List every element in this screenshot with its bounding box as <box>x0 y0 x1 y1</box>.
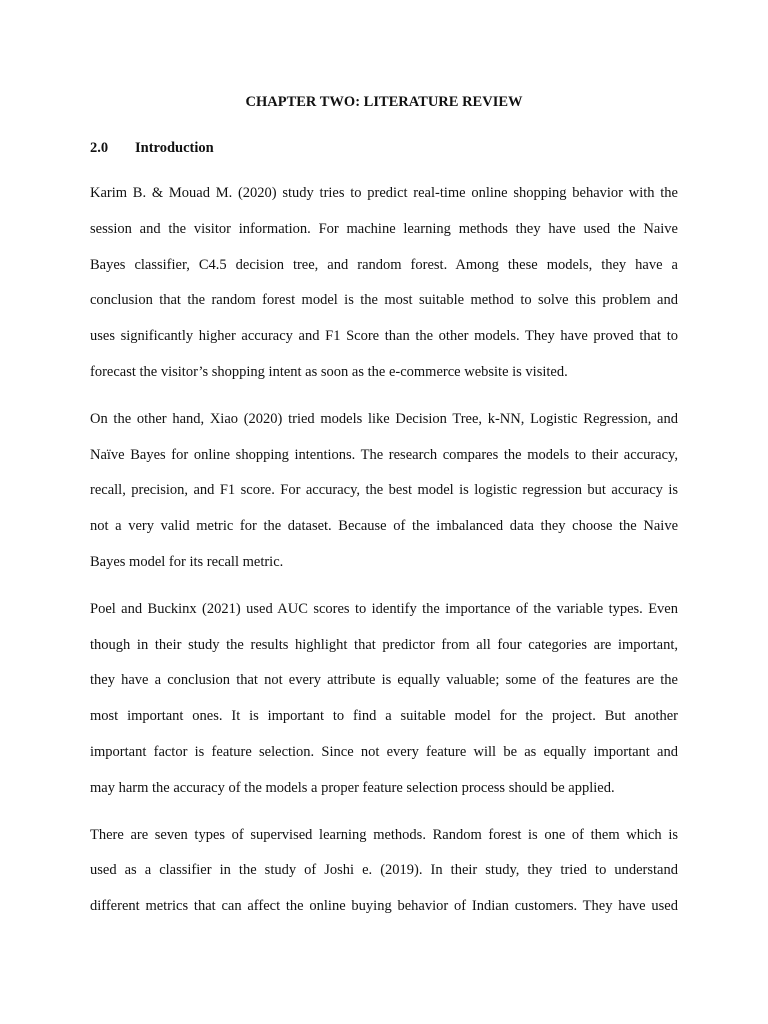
text-line: they have a conclusion that not every attribute is equally valuable; some of the features are the <box>90 672 678 689</box>
text-line: Bayes classifier, C4.5 decision tree, and random forest. Among these models, they have a <box>90 256 678 273</box>
text-line: session and the visitor information. For machine learning methods they have used the Naive <box>90 220 678 237</box>
section-title: Introduction <box>135 140 214 156</box>
text-line: forecast the visitor’s shopping intent as soon as the e-commerce website is visited. <box>90 363 568 380</box>
text-line: On the other hand, Xiao (2020) tried models like Decision Tree, k-NN, Logistic Regression, and <box>90 410 678 427</box>
text-line: Bayes model for its recall metric. <box>90 553 284 570</box>
text-line: most important ones. It is important to find a suitable model for the project. But another <box>90 708 678 725</box>
text-line: may harm the accuracy of the models a proper feature selection process should be applied. <box>90 779 615 796</box>
text-line: not a very valid metric for the dataset. Because of the imbalanced data they choose the Naive <box>90 518 678 535</box>
text-line: used as a classifier in the study of Joshi e. (2019). In their study, they tried to understand <box>90 862 678 879</box>
text-line: though in their study the results highlight that predictor from all four categories are important, <box>90 636 678 653</box>
text-line: There are seven types of supervised learning methods. Random forest is one of them which is <box>90 826 678 843</box>
paragraph <box>90 592 678 807</box>
text-line: recall, precision, and F1 score. For accuracy, the best model is logistic regression but accuracy is <box>90 482 678 499</box>
text-line: Naïve Bayes for online shopping intentions. The research compares the models to their accuracy, <box>90 446 678 463</box>
chapter-title: CHAPTER TWO: LITERATURE REVIEW <box>245 94 523 110</box>
section-heading <box>90 139 214 157</box>
section-number: 2.0 <box>90 140 109 156</box>
text-line: Poel and Buckinx (2021) used AUC scores to identify the importance of the variable types. Even <box>90 600 678 617</box>
paragraph <box>90 818 678 925</box>
text-line: uses significantly higher accuracy and F1 Score than the other models. They have proved that to <box>90 328 678 345</box>
text-line: different metrics that can affect the online buying behavior of Indian customers. They have used <box>90 898 678 915</box>
text-line: important factor is feature selection. Since not every feature will be as equally important and <box>90 743 678 760</box>
body-text <box>90 176 678 936</box>
text-line: conclusion that the random forest model is the most suitable method to solve this problem and <box>90 292 678 309</box>
text-line: Karim B. & Mouad M. (2020) study tries to predict real-time online shopping behavior with the <box>90 185 678 201</box>
paragraph <box>90 402 678 581</box>
paragraph <box>90 176 678 391</box>
